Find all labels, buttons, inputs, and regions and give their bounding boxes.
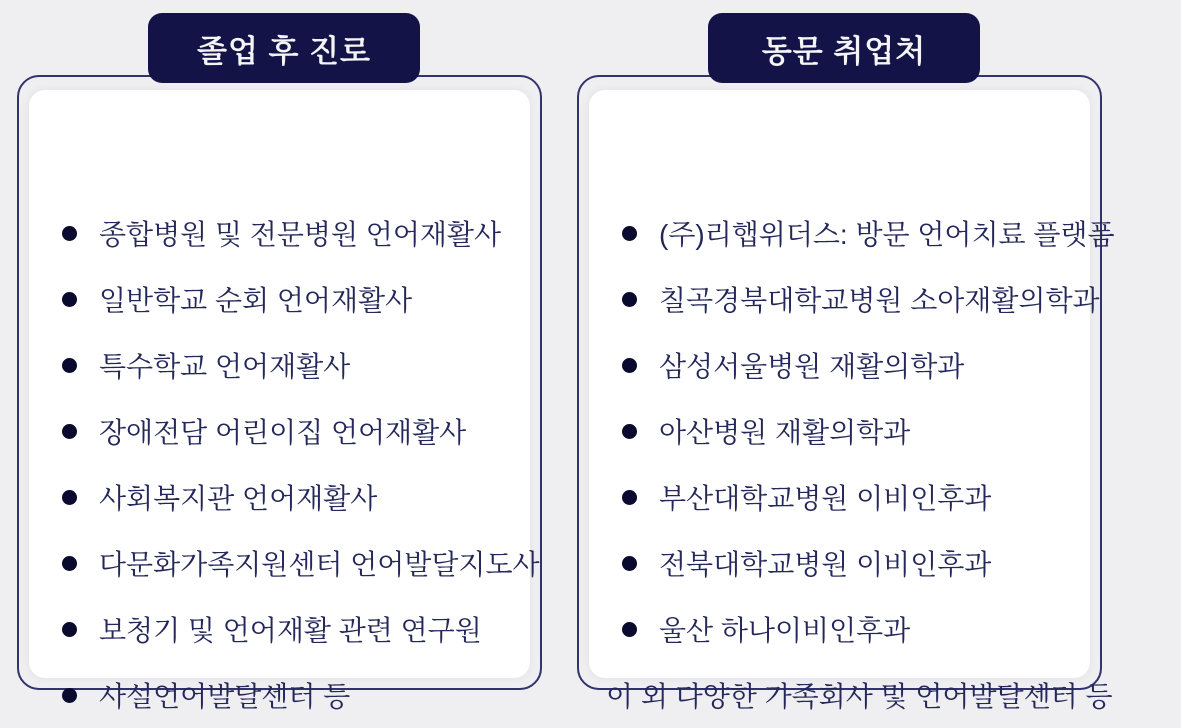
list-item-label: 전북대학교병원 이비인후과 (659, 549, 992, 580)
tab-title: 동문 취업처 (761, 33, 927, 69)
list-item-label: 특수학교 언어재활사 (99, 351, 351, 382)
career-paths-card (17, 75, 542, 712)
list-item-label: 종합병원 및 전문병원 언어재활사 (99, 219, 502, 250)
list-item-label: 사회복지관 언어재활사 (99, 483, 378, 514)
list-item-label: 칠곡경북대학교병원 소아재활의학과 (659, 285, 1100, 316)
bullet-icon (622, 424, 637, 439)
list-item (622, 530, 1073, 596)
list-item (62, 464, 513, 530)
career-paths-list (46, 165, 540, 728)
list-item (622, 596, 1073, 662)
bullet-icon (62, 424, 77, 439)
bullet-icon (62, 292, 77, 307)
bullet-icon (62, 490, 77, 505)
list-item (622, 332, 1073, 398)
tab-title: 졸업 후 진로 (197, 33, 371, 69)
bullet-icon (622, 226, 637, 241)
list-item-label: 울산 하나이비인후과 (659, 615, 911, 646)
list-item (62, 596, 513, 662)
list-item-label: 사설언어발달센터 등 (99, 681, 351, 712)
list-item-label: 장애전담 어린이집 언어재활사 (99, 417, 467, 448)
bullet-icon (622, 490, 637, 505)
list-item (622, 464, 1073, 530)
list-item-label: 부산대학교병원 이비인후과 (659, 483, 992, 514)
bullet-icon (62, 226, 77, 241)
bullet-icon (62, 556, 77, 571)
list-item-label: 일반학교 순회 언어재활사 (99, 285, 413, 316)
list-item (62, 266, 513, 332)
footer-note-label: 이 외 다양한 가족회사 및 언어발달센터 등 (606, 681, 1113, 712)
list-item-label: 다문화가족지원센터 언어발달지도사 (99, 549, 540, 580)
list-item-label: 아산병원 재활의학과 (659, 417, 911, 448)
list-item (62, 398, 513, 464)
bullet-icon (622, 556, 637, 571)
bullet-icon (622, 292, 637, 307)
list-item-label: 보청기 및 언어재활 관련 연구원 (99, 615, 482, 646)
list-item (62, 662, 513, 728)
bullet-icon (62, 688, 77, 703)
list-item (62, 530, 540, 596)
tab-career-after-graduation (148, 13, 420, 83)
bullet-icon (622, 622, 637, 637)
list-item-label: (주)리햅위더스: 방문 언어치료 플랫폼 (659, 219, 1115, 250)
bullet-icon (622, 358, 637, 373)
bullet-icon (62, 358, 77, 373)
list-item-label: 삼성서울병원 재활의학과 (659, 351, 965, 382)
list-item (622, 266, 1100, 332)
list-item (622, 200, 1115, 266)
alumni-employers-list (606, 165, 1115, 728)
tab-alumni-employers (708, 13, 980, 83)
list-item (622, 398, 1073, 464)
list-footer-note (606, 662, 1113, 728)
list-item (62, 200, 513, 266)
alumni-employers-card (577, 75, 1115, 712)
list-item (62, 332, 513, 398)
bullet-icon (62, 622, 77, 637)
